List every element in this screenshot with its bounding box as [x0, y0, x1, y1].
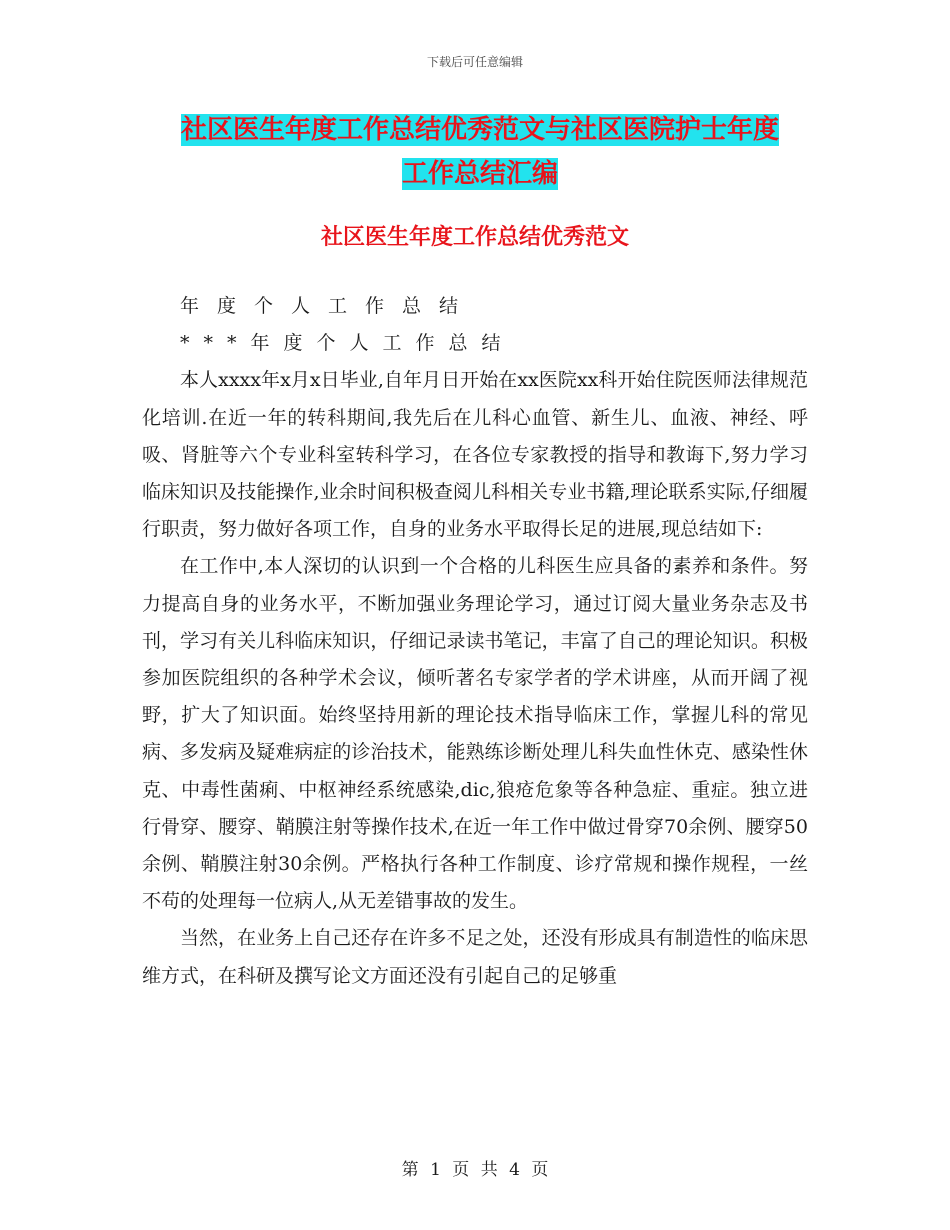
body-text: [142, 288, 808, 995]
paragraph: ***年度个人工作总结: [180, 332, 515, 355]
header-note: 下载后可任意编辑: [426, 55, 523, 69]
paragraph: 当然，在业务上自己还存在许多不足之处，还没有形成具有制造性的临床思维方式，在科研及撰写论文方面还没有引起自己的足够重: [142, 927, 808, 987]
main-title: [140, 108, 820, 196]
paragraph: 年度个人工作总结: [180, 295, 477, 317]
paragraph: 本人xxxx年x月x日毕业,自年月日开始在xx医院xx科开始住院医师法律规范化培训.在近一年的转科期间,我先后在儿科心血管、新生儿、血液、神经、呼吸、肾脏等六个专业科室转科学习，在各位专家教授的指导和教诲下,努力学习临床知识及技能操作,业余时间积极查阅儿科相关专业书籍,理论联系实际,仔细履行职责，努力做好各项工作，自身的业务水平取得长足的进展,现总结如下:: [142, 369, 808, 541]
section-title: 社区医生年度工作总结优秀范文: [320, 224, 629, 250]
main-title-line1: 社区医生年度工作总结优秀范文与社区医院护士年度: [180, 115, 779, 145]
page-footer: 第 1 页 共 4 页: [401, 1160, 549, 1180]
paragraph: 在工作中,本人深切的认识到一个合格的儿科医生应具备的素养和条件。努力提高自身的业务水平，不断加强业务理论学习，通过订阅大量业务杂志及书刊，学习有关儿科临床知识，仔细记录读书笔记，丰富了自己的理论知识。积极参加医院组织的各种学术会议，倾听著名专家学者的学术讲座，从而开阔了视野，扩大了知识面。始终坚持用新的理论技术指导临床工作，掌握儿科的常见病、多发病及疑难病症的诊治技术，能熟练诊断处理儿科失血性休克、感染性休克、中毒性菌痢、中枢神经系统感染,dic,狼疮危象等各种急症、重症。独立进行骨穿、腰穿、鞘膜注射等操作技术,在近一年工作中做过骨穿70余例、腰穿50余例、鞘膜注射30余例。严格执行各种工作制度、诊疗常规和操作规程，一丝不苟的处理每一位病人,从无差错事故的发生。: [142, 555, 808, 913]
main-title-line2: 工作总结汇编: [401, 159, 558, 189]
